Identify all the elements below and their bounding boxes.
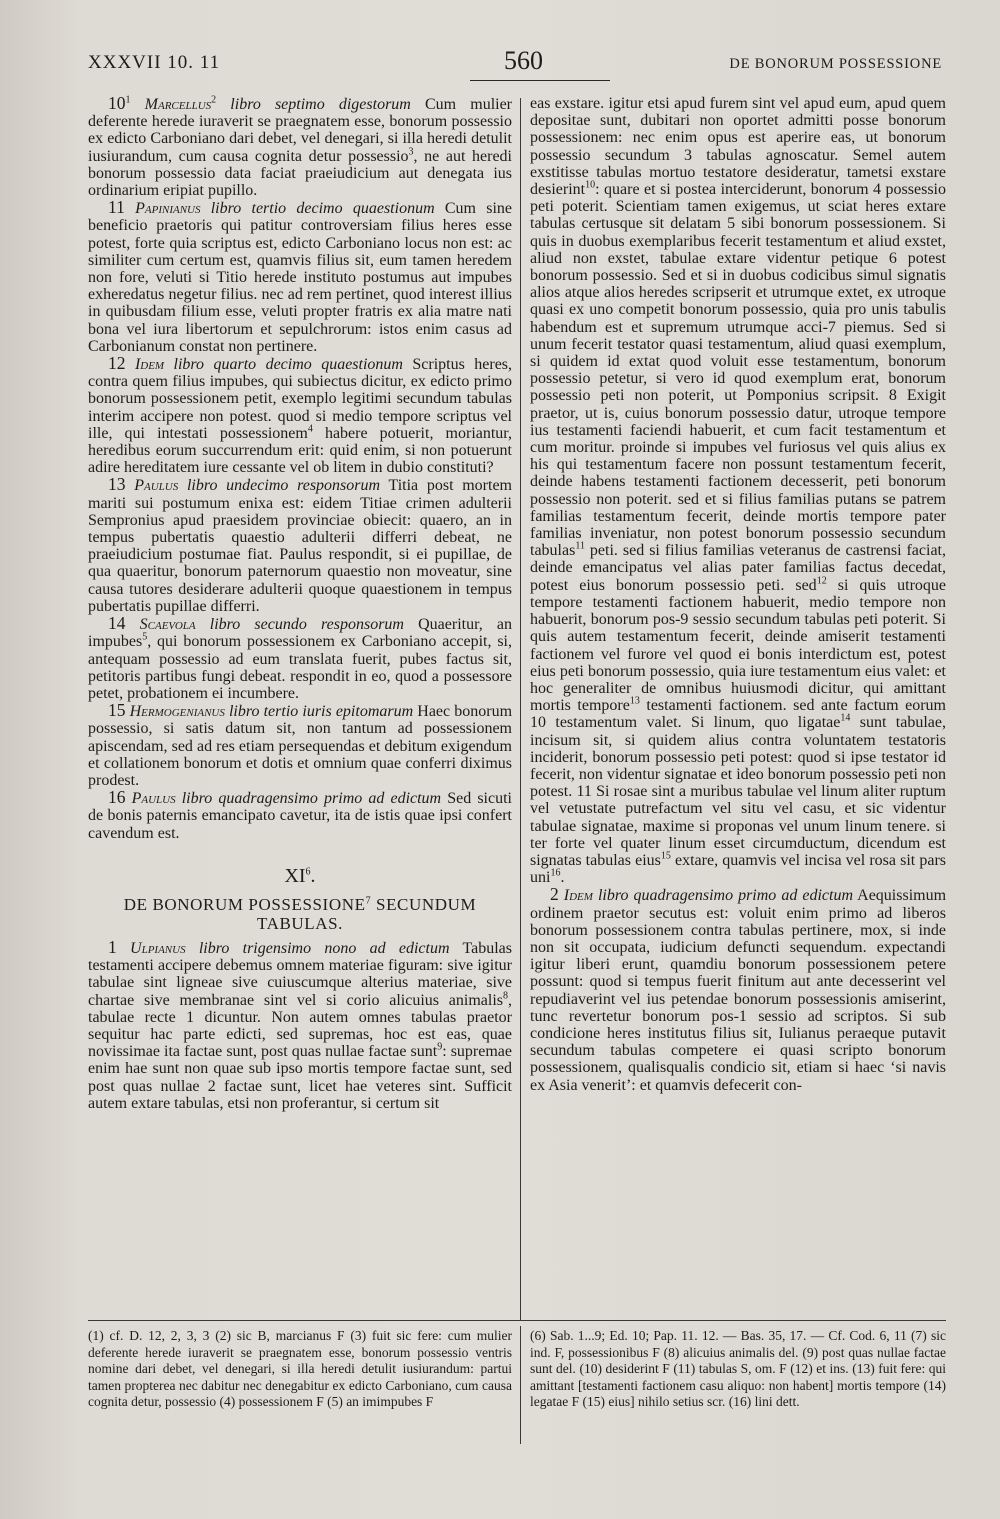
footnote: (7) sic ind. F, possessionibus F (530, 1328, 946, 1360)
jurist-name: Idem (563, 887, 593, 905)
left-column (88, 95, 512, 1112)
work-title: libro tertio iuris epitomarum (228, 703, 414, 721)
jurist-name: Scaevola (139, 616, 196, 634)
fragment-13: 13 Paulus libro undecimo responsorum Titia post mortem mariti sui postumum enixa est: eidem Titiae crimen adulterii Sempronius apud praesidem provinciae obiecit: quaero, an in tempus pubertatis quaestio adulterii differri debeat, ne praeiudicium postumae fiat. Paulus respondit, si ei pupillae, de qua quaeritur, bonorum paternorum quaestio non moveatur, sine causa tutores desiderare adulterii quoque quaestionem in tempus pubertatis pupillae differri. (88, 474, 513, 615)
work-title: libro trigensimo nono ad edictum (198, 939, 450, 957)
jurist-name: Paulus (134, 477, 179, 495)
jurist-name: Paulus (131, 790, 176, 808)
fragment-16: 16 Paulus libro quadragensimo primo ad edictum Sed sicuti de bonis paternis emancipato cavetur, ita de istis quae ipsi confert cavendum est. (88, 787, 512, 842)
footnote: (16) lini dett. (728, 1394, 800, 1409)
title-heading (88, 864, 512, 933)
work-title: libro undecimo responsorum (186, 477, 381, 495)
fragment-1-continued: eas exstare. igitur etsi apud furem sint vel apud eum, apud quem depositae sunt, dubitari non oportet admitti posse bonorum possessionem: nec enim opus est aperire eas, ut bonorum possessio secundum 3 tabulas agnoscatur. Semel autem exstitisse tabulas mortuo testatore desideratur, tametsi exstare desierint$^{10}$: quare et si postea interciderunt, bonorum 4 possessio peti poterit. Scientiam tamen exigemus, ut sciat heres extare tabulas certusque sit delatam 5 sibi bonorum possessionem. Si quis in duobus exemplaribus fecerit testamentum et aliud exstet, aliud non exstet, tabulae extare videntur petique 6 potest bonorum possessio. Sed et si in duobus codicibus simul signatis alios atque alios heredes scripserit et utrumque extet, ex utroque quasi ex uno competit bonorum possessio, quia pro unis tabulis habendum est et supremum utrumque acci-7 piemus. Sed si unum fecerit testator quasi testamentum, aliud quasi exemplum, si quidem id extat quod voluit esse testamentum, bonorum possessio petetur, si vero id quod exemplum erat, bonorum possessio peti non poterit, ut Pomponius scripsit. 8 Exigit praetor, ut is, cuius bonorum possessio datur, utroque tempore ius testamenti faciendi habuerit, et cum facit testamentum et cum moritur. proinde si impubes vel furiosus vel quis alius ex his qui testamentum facere non possunt testamentum fecerit, deinde habens testamenti factionem decesserit, peti bonorum possessio non poterit. sed et si filius familias putans se patrem familias testamentum fecerit, deinde mortis tempore pater familias inveniatur, non potest bonorum possessio secundum tabulas$^{11}$ peti. sed si filius familias veteranus de castrensi faciat, deinde emancipatus vel alias pater familias factus decedat, potest eius bonorum possessio peti. sed$^{12}$ si quis utroque tempore testamenti factionem habuerit, medio tempore non habuerit, bonorum pos-9 sessio secundum tabulas peti poterit. Si quis autem testamentum fecerit, deinde amiserit testamenti factionem vel furore vel quod ei bonis interdictum est, potest eius peti bonorum possessio, quia iure testamentum eius valet: et hoc generaliter de omnibus huiusmodi dicitur, qui amittant mortis tempore$^{13}$ testamenti factionem. sed ante factum eorum 10 testamentum valet. Si linum, quo ligatae$^{14}$ sunt tabulae, incisum sit, si quidem alius contra voluntatem testatoris inciderit, bonorum possessio peti potest: quod si ipse testator id fecerit, non videntur signatae et ideo bonorum possessio peti non potest. 11 Si rosae sint a muribus tabulae vel linum aliter ruptum vel vetustate putrefactum vel situ vel casu, et sic videntur tabulae signatae, maxime si proponas vel unum linum tenere. si ter forte vel quater linum esset circumductum, dicendum est signatas tabulas eius$^{15}$ extare, quamvis vel incisa vel rosa sit pars uni$^{16}$. (530, 95, 947, 887)
footnote: (13) fuit fere: qui amittant [testamenti factionem casu aliquo: non habent] mortis tempore (530, 1361, 947, 1393)
title-rubric: DE BONORUM POSSESSIONE$^7$ SECUNDUM TABULAS. (123, 894, 477, 933)
jurist-name: Papinianus (135, 200, 201, 218)
work-title: libro quadragensimo primo ad edictum (181, 790, 442, 808)
footnotes-right (530, 1328, 946, 1411)
footnote: (10) desiderint F (579, 1361, 670, 1376)
footnote: (5) an imimpubes F (327, 1394, 434, 1409)
right-column (530, 95, 946, 1094)
footnote: (3) fuit sic fere: cum mulier deferente herede iuraverit se praegnatem esse, bonorum possessio ventris nomine dari debet, vel denegari, si illa heredi detulit iusiurandum: partui tamen propterea nec dabitur nec denegabitur ex edicto Carboniano, cum causa cognita detur, possessio (88, 1328, 513, 1409)
footnote: (2) sic B, marcianus F (215, 1328, 345, 1343)
running-title: DE BONORUM POSSESSIONE (729, 56, 942, 72)
jurist-name: Idem (134, 356, 165, 374)
footnote: (4) possessionem F (219, 1394, 324, 1409)
fragment-15: 15 Hermogenianus libro tertio iuris epitomarum Haec bonorum possessio, si satis datum sit, non tantum ad possessionem apiscendam, sed ad res etiam persequendas et debitum exigendum et collationem bonorum et dotis et omnium quae conferri diximus prodest. (88, 700, 513, 789)
fragment-2: 2 Idem libro quadragensimo primo ad edictum Aequissimum ordinem praetor secutus est: voluit enim primo ad liberos bonorum possessionem contra tabulas pertinere, mox, si inde non sit occupata, iudicium defuncti sequendum. expectandi igitur liberi erunt, quamdiu bonorum possessionem petere possunt: quod si tempus fuerit finitum aut ante decesserint vel repudiaverint vel ius petendae bonorum possessionis amiserint, tunc revertetur bonorum pos-1 sessio ad scriptos. Si sub condicione heres institutus filius sit, Iulianus peraeque putavit secundum tabulas competere ei quasi scripto bonorum possessionem, qualisqualis condicio sit, etiam si haec ‘si navis ex Asia venerit’: et quamvis defecerit con- (530, 884, 947, 1094)
footnote-rule (88, 1320, 946, 1321)
work-title: libro quarto decimo quaestionum (173, 356, 403, 374)
footnote-divider (520, 1326, 521, 1444)
footnote: (11) tabulas S, om. F (673, 1361, 787, 1376)
footnote: (12) et ins. (790, 1361, 849, 1376)
footnote: (1) cf. D. 12, 2, 3, 3 (88, 1328, 210, 1343)
header-rule (470, 80, 610, 81)
fragment-11: 11 Papinianus libro tertio decimo quaestionum Cum sine beneficio praetoris qui patitur controversiam filius heres esse potest, forte quia scriptus est, edicto Carboniano locus non est: ac similiter cum certum est, quamvis filius sit, eum tamen heredem non fore, veluti si Titio herede instituto postumus aut impubes exheredatus negetur filius. nec ad rem pertinet, quod interest illius in quibusdam filium esse, veluti propter fratris ex alia matre nati bona vel iura libertorum et sepulchrorum: istos enim casus ad Carbonianum constat non pertinere. (88, 197, 513, 355)
fragment-10: $10^1$ Marcellus$^2$ libro septimo digestorum Cum mulier deferente herede iuraverit se praegnatem esse, bonorum possessio ex edicto Carboniano dari debet, vel denegari, si illa heredi detulit iusiurandum, cum causa cognita detur possessio$^3$, ne aut heredi bonorum possessio data faciat praeiudicium aut denegata ius ordinarium eripiat pupillo. (88, 93, 513, 200)
footnote: (9) post quas nullae factae sunt del. (530, 1344, 946, 1376)
footnote: (14) legatae F (530, 1377, 947, 1409)
fragment-12: 12 Idem libro quarto decimo quaestionum Scriptus heres, contra quem filius impubes, qui subiectus dicitur, ex edicto primo bonorum possessionem petit, exemplo legitimi secundum tabulas interim accipere non potest. quod si medio tempore scriptus vel ille, qui intestati possessionem$^4$ habere potuerit, moriantur, heredibus eorum succurrendum erit: quid enim, si non potuerunt adire hereditatem iure cessante vel ob litem in dubio constituti? (88, 353, 513, 477)
section-reference: XXXVII 10. 11 (88, 52, 221, 73)
work-title: libro quadragensimo primo ad edictum (597, 887, 853, 905)
work-title: libro tertio decimo quaestionum (210, 200, 435, 218)
running-head (88, 48, 942, 82)
footnote: (15) eius] nihilo setius scr. (582, 1394, 726, 1409)
jurist-name: Hermogenianus (129, 703, 225, 721)
work-title: libro secundo responsorum (209, 616, 404, 634)
page-number: 560 (504, 46, 543, 75)
footnote: (8) alicuius animalis del. (663, 1344, 799, 1360)
fragment-14: 14 Scaevola libro secundo responsorum Quaeritur, an impubes$^5$, qui bonorum possessionem ex Carboniano accepit, si, antequam possessio ad eum translata fuerit, pubes factus sit, petitoris partibus fungi debeat. respondit in eo, quod a possessore petet, probationem ei incumbere. (88, 613, 513, 702)
footnote: (6) Sab. 1...9; Ed. 10; Pap. 11. 12. — Bas. 35, 17. — Cf. Cod. 6, 11 (530, 1328, 907, 1343)
work-title: libro septimo digestorum (230, 96, 411, 113)
title-number: $XI^6$. (284, 864, 316, 887)
footnotes-left (88, 1328, 512, 1411)
jurist-name: Marcellus (144, 96, 212, 113)
column-divider (520, 98, 521, 1320)
fragment-1: 1 Ulpianus libro trigensimo nono ad edictum Tabulas testamenti accipere debemus omnem materiae figuram: sive igitur tabulae sint ligneae sive cuiuscumque alterius materiae, sive chartae sive membranae sint vel si corio alicuius animalis$^8$, tabulae recte 1 dicuntur. Non autem omnes tabulas praetor sequitur hac parte edicti, sed supremas, hoc est eas, quae novissimae ita factae sunt, post quas nullae factae sunt$^9$: supremae enim hae sunt non quae sub ipso mortis tempore factae sunt, sed post quas nullae 2 factae sunt, licet hae veteres sint. Sufficit autem extare tabulas, etsi non proferantur, si certum sit (88, 936, 513, 1112)
jurist-name: Ulpianus (130, 939, 186, 957)
